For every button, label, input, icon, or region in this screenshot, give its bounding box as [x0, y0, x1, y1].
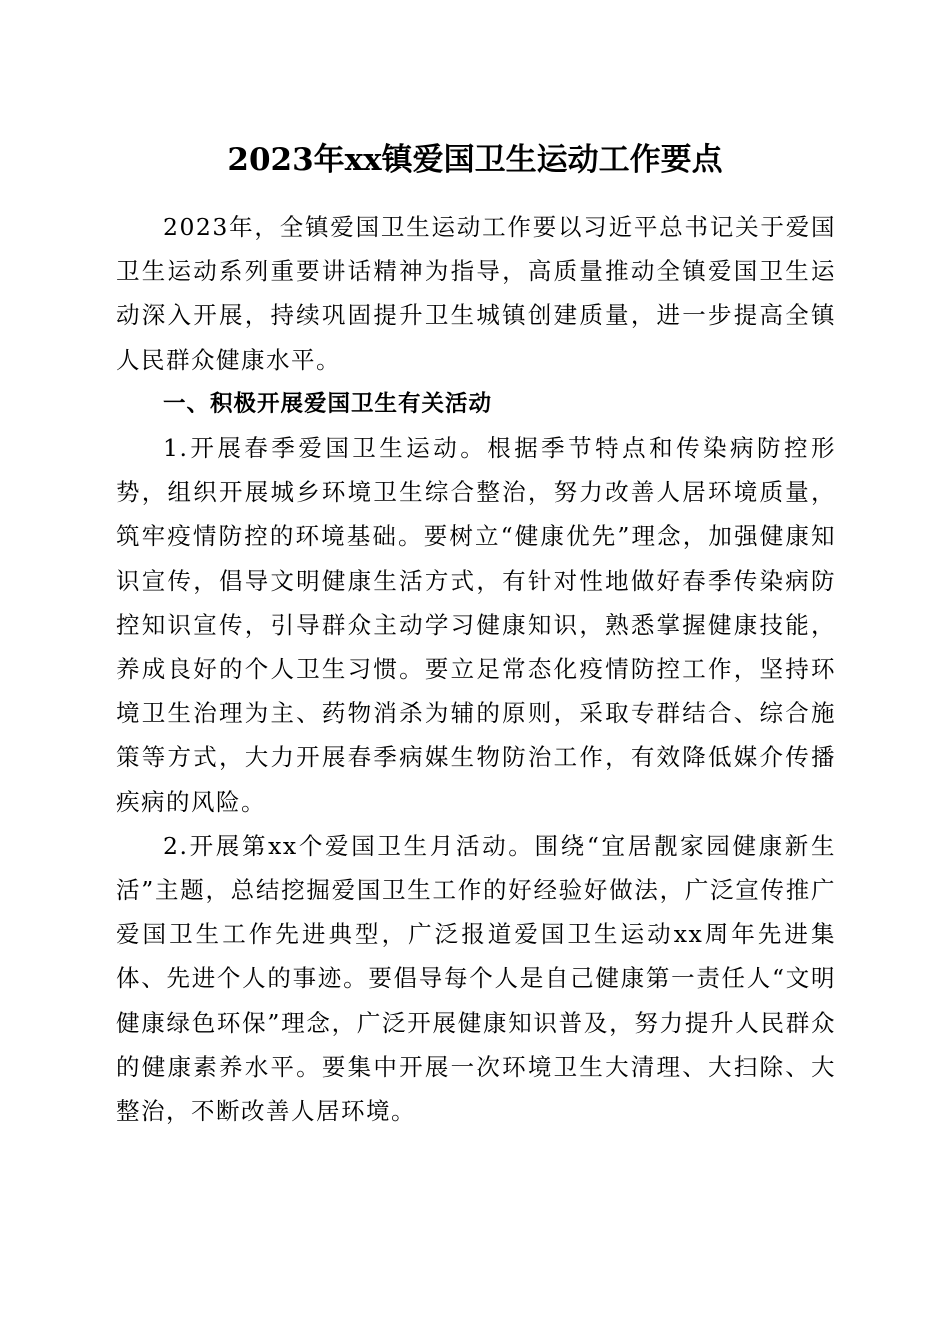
document-title: 2023年xx镇爱国卫生运动工作要点: [227, 142, 723, 178]
item-paragraph-2: 2.开展第xx个爱国卫生月活动。围绕“宜居靓家园健康新生活”主题，总结挖掘爱国卫生工作的好经验好做法，广泛宣传推广爱国卫生工作先进典型，广泛报道爱国卫生运动xx周年先进集体、先进个人的事迹。要倡导每个人是自己健康第一责任人“文明健康绿色环保”理念，广泛开展健康知识普及，努力提升人民群众的健康素养水平。要集中开展一次环境卫生大清理、大扫除、大整治，不断改善人居环境。: [116, 831, 836, 1126]
section-heading: 一、积极开展爱国卫生有关活动: [163, 390, 493, 417]
item-paragraph-1: 1.开展春季爱国卫生运动。根据季节特点和传染病防控形势，组织开展城乡环境卫生综合整治，努力改善人居环境质量，筑牢疫情防控的环境基础。要树立“健康优先”理念，加强健康知识宣传，倡导文明健康生活方式，有针对性地做好春季传染病防控知识宣传，引导群众主动学习健康知识，熟悉掌握健康技能，养成良好的个人卫生习惯。要立足常态化疫情防控工作，坚持环境卫生治理为主、药物消杀为辅的原则，采取专群结合、综合施策等方式，大力开展春季病媒生物防治工作，有效降低媒介传播疾病的风险。: [116, 434, 836, 816]
intro-paragraph: 2023年，全镇爱国卫生运动工作要以习近平总书记关于爱国卫生运动系列重要讲话精神为指导，高质量推动全镇爱国卫生运动深入开展，持续巩固提升卫生城镇创建质量，进一步提高全镇人民群众健康水平。: [116, 213, 836, 374]
document-body: [116, 205, 836, 1133]
